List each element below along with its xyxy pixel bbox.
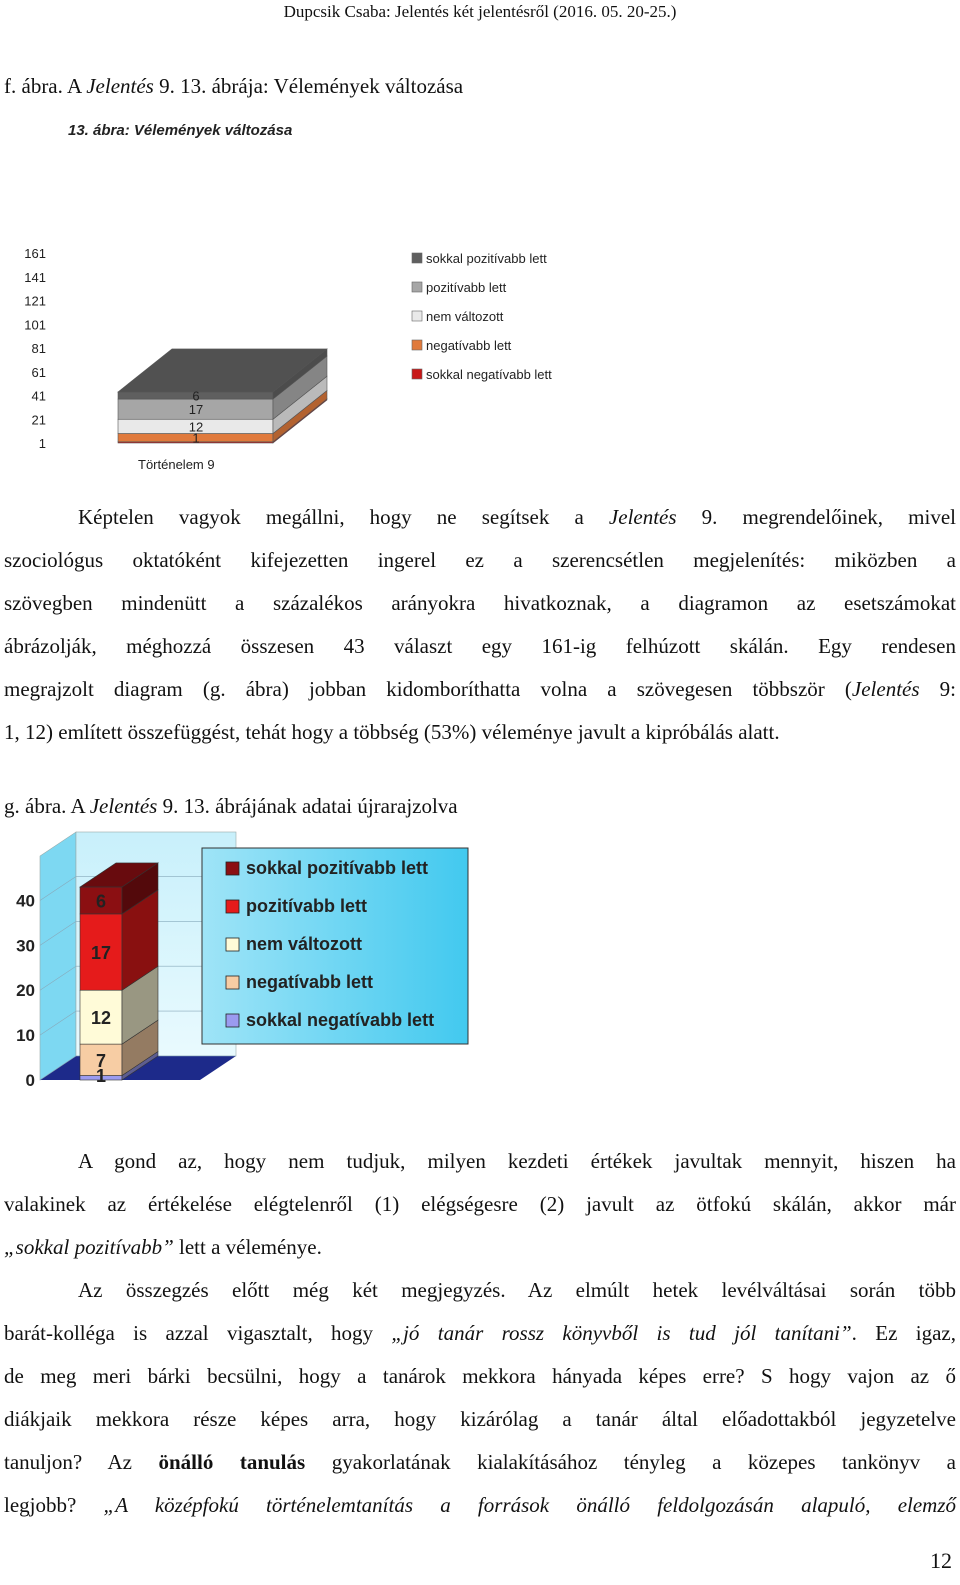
text-span: Képtelen vagyok megállni, hogy ne segítsek a — [78, 505, 609, 529]
paragraph-2 — [4, 1140, 956, 1269]
y-tick-label: 61 — [31, 364, 46, 380]
y-tick-label: 121 — [24, 293, 46, 309]
y-tick-label: 41 — [31, 388, 46, 404]
paragraph-line — [4, 668, 956, 711]
text-span: 9: — [919, 677, 956, 701]
y-tick-label: 30 — [16, 936, 35, 956]
legend-swatch — [412, 311, 422, 321]
legend-label: sokkal pozitívabb lett — [426, 251, 547, 266]
data-label: 1 — [95, 1065, 107, 1086]
italic-span: „A középfokú történelemtanítás a források önálló feldolgozásán alapuló, elemző — [103, 1493, 957, 1517]
y-tick-label: 101 — [24, 317, 46, 333]
caption-text: f. ábra. A — [4, 74, 87, 98]
italic-span: „sokkal pozitívabb” — [4, 1235, 174, 1259]
legend-label: sokkal negatívabb lett — [246, 1010, 435, 1030]
text-span: tanuljon? Az — [4, 1450, 159, 1474]
y-tick-label: 141 — [24, 269, 46, 285]
paragraph-line: de meg meri bárki becsülni, hogy a tanárok mekkora hányada képes erre? S hogy vajon az ő — [4, 1364, 956, 1388]
legend-label: nem változott — [426, 309, 504, 324]
legend-label: negatívabb lett — [246, 972, 374, 992]
paragraph-line: 1, 12) említett összefüggést, tehát hogy a többség (53%) véleménye javult a kipróbálás alatt. — [4, 720, 780, 744]
bold-span: önálló tanulás — [158, 1450, 306, 1474]
y-tick-label: 20 — [16, 981, 35, 1001]
paragraph-line — [4, 1226, 956, 1269]
paragraph-line: diákjaik mekkora része képes arra, hogy kizárólag a tanár által előadottakból jegyzetelve — [4, 1407, 956, 1431]
legend-swatch — [226, 938, 239, 951]
legend-label: nem változott — [246, 934, 363, 954]
legend-swatch — [226, 976, 239, 989]
data-label: 17 — [90, 943, 112, 964]
chart-redrawn — [0, 828, 480, 1098]
paragraph-line: valakinek az értékelése elégtelenről (1) elégségesre (2) javult az ötfokú skálán, akkor már — [4, 1192, 956, 1216]
legend-swatch — [412, 253, 422, 263]
paragraph-line: A gond az, hogy nem tudjuk, milyen kezdeti értékek javultak mennyit, hiszen ha — [78, 1149, 956, 1173]
page-number: 12 — [930, 1548, 952, 1573]
y-tick-label: 161 — [24, 246, 46, 261]
italic-span: Jelentés — [851, 677, 920, 701]
y-tick-label: 81 — [31, 341, 46, 356]
data-label: 7 — [95, 1050, 107, 1071]
caption-italic: Jelentés — [89, 794, 158, 818]
figure-g-caption — [4, 794, 458, 819]
running-header: Dupcsik Csaba: Jelentés két jelentésről (2016. 05. 20-25.) — [283, 2, 677, 21]
figure-f-caption — [4, 74, 463, 99]
paragraph-line: ábrázolják, méghozzá összesen 43 választ egy 161-ig felhúzott skálán. Egy rendesen — [4, 634, 956, 658]
data-label: 17 — [188, 402, 204, 418]
paragraph-line — [4, 1312, 956, 1355]
caption-text: g. ábra. A — [4, 794, 90, 818]
paragraph-line — [4, 1441, 956, 1484]
text-span: legjobb? — [4, 1493, 104, 1517]
chart1-title: 13. ábra: Vélemények változása — [68, 122, 293, 139]
y-tick-label: 10 — [16, 1026, 35, 1046]
data-label: 6 — [95, 891, 107, 912]
legend-swatch — [412, 282, 422, 292]
text-span: 9. megrendelőinek, mivel — [676, 505, 956, 529]
legend-label: sokkal pozitívabb lett — [246, 858, 429, 878]
legend-swatch — [226, 862, 239, 875]
legend-swatch — [412, 369, 422, 379]
y-tick-label: 40 — [16, 891, 35, 911]
text-span: gyakorlatának kialakításához tényleg a közepes tankönyv a — [305, 1450, 956, 1474]
paragraph-1 — [4, 496, 956, 754]
legend-label: pozitívabb lett — [246, 896, 367, 916]
text-span: megrajzolt diagram (g. ábra) jobban kidomboríthatta volna a szövegesen többször ( — [4, 677, 852, 701]
legend-swatch — [226, 1014, 239, 1027]
italic-span: „jó tanár rossz könyvből is tud jól tanítani” — [391, 1321, 852, 1345]
legend-label: pozitívabb lett — [426, 280, 507, 295]
caption-italic: Jelentés — [86, 74, 154, 98]
data-label: 1 — [192, 430, 200, 446]
y-tick-label: 21 — [31, 412, 46, 428]
data-label: 12 — [90, 1008, 112, 1029]
paragraph-line: szövegben mindenütt a százalékos arányokra hivatkoznak, a diagramon az esetszámokat — [4, 591, 956, 615]
chart1-category-label: Történelem 9 — [138, 457, 215, 472]
legend-swatch — [412, 340, 422, 350]
italic-span: Jelentés — [608, 505, 677, 529]
caption-text: 9. 13. ábrájának adatai újrarajzolva — [157, 794, 458, 818]
paragraph-line: Az összegzés előtt még két megjegyzés. Az elmúlt hetek levélváltásai során több — [78, 1278, 956, 1302]
chart-original — [0, 110, 620, 490]
legend-swatch — [226, 900, 239, 913]
y-tick-label: 1 — [38, 436, 46, 451]
text-span: . Ez igaz, — [851, 1321, 956, 1345]
legend-label: negatívabb lett — [426, 338, 512, 353]
y-tick-label: 0 — [25, 1071, 35, 1090]
legend-label: sokkal negatívabb lett — [426, 367, 552, 382]
paragraph-line — [4, 496, 956, 539]
data-label: 6 — [192, 388, 200, 404]
data-label: 12 — [188, 419, 204, 435]
paragraph-3 — [4, 1269, 956, 1527]
text-span: barát-kolléga is azzal vigasztalt, hogy — [4, 1321, 392, 1345]
caption-text: 9. 13. ábrája: Vélemények változása — [153, 74, 464, 98]
paragraph-line: szociológus oktatóként kifejezetten ingerel ez a szerencsétlen megjelenítés: miközben a — [4, 548, 956, 572]
side-wall — [40, 832, 76, 1080]
text-span: lett a véleménye. — [173, 1235, 322, 1259]
paragraph-line — [4, 1484, 956, 1527]
